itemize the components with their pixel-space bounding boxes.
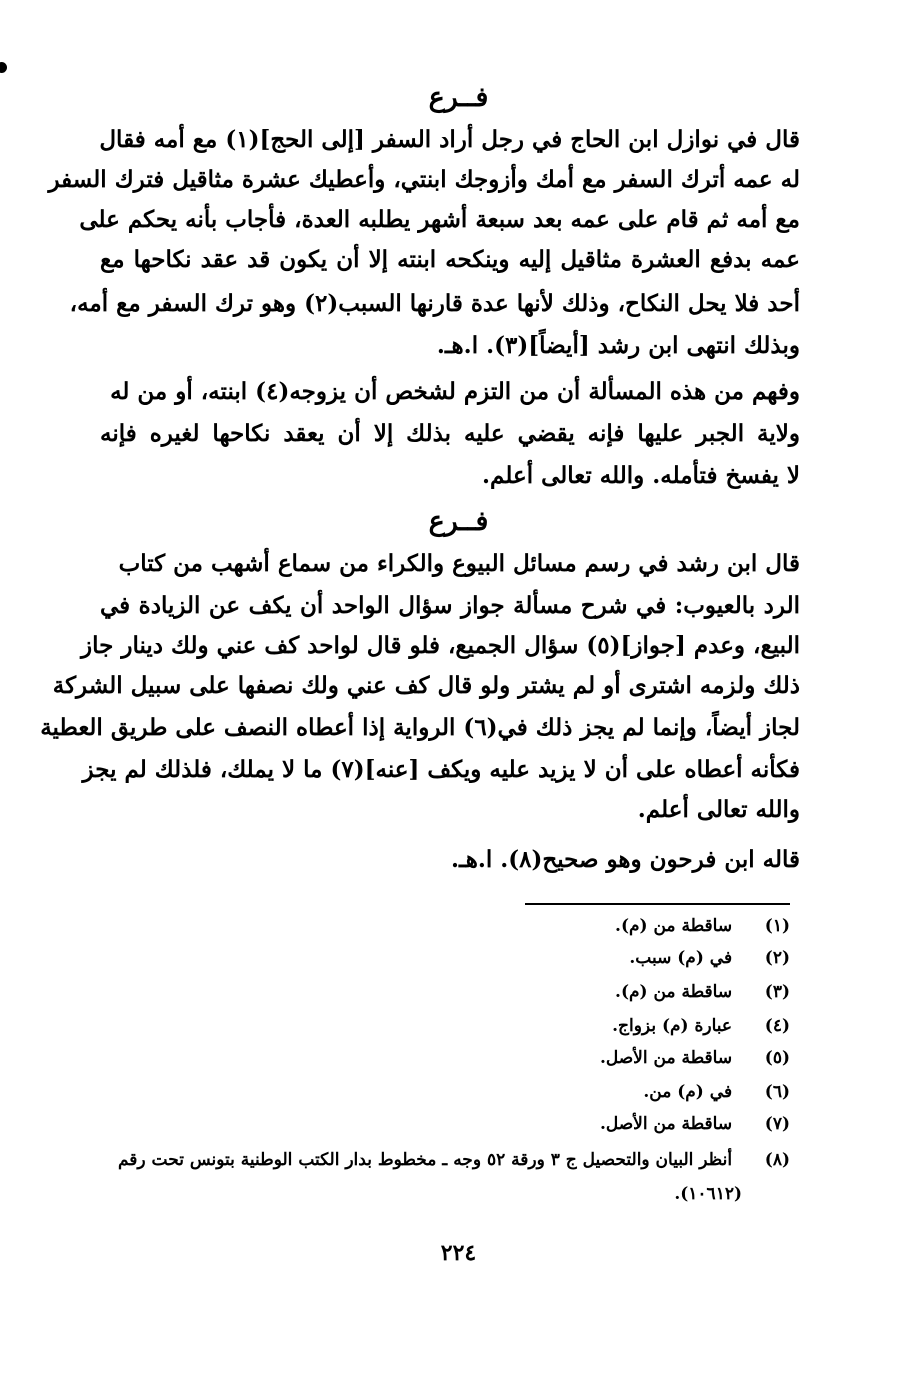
footnote-text: عبارة (م) بزواج. bbox=[612, 1016, 733, 1036]
footnote bbox=[90, 944, 790, 972]
footnote-text: في (م) من. bbox=[643, 1082, 733, 1102]
footnote-text: ساقطة من الأصل. bbox=[599, 1048, 733, 1068]
text-line: وبذلك انتهى ابن رشد [أيضاً](٣). ا.هـ. bbox=[436, 332, 800, 359]
text-line: له عمه أترك السفر مع أمك وأزوجك ابنتي، وأعطيك عشرة مثاقيل فترك السفر bbox=[48, 166, 800, 193]
text-line: مع أمه ثم قام على عمه بعد سبعة أشهر يطلبه العدة، فأجاب بأنه يحكم على bbox=[79, 206, 800, 233]
footnote-number: (١) bbox=[764, 916, 790, 936]
text-line: أحد فلا يحل النكاح، وذلك لأنها عدة قارنها السبب(٢) وهو ترك السفر مع أمه، bbox=[69, 290, 800, 317]
text-line: لا يفسخ فتأمله. والله تعالى أعلم. bbox=[482, 462, 800, 489]
footnote bbox=[90, 978, 790, 1006]
text-line: ولاية الجبر عليها فإنه يقضي عليه بذلك إلا أن يعقد نكاحها لغيره فإنه bbox=[100, 420, 800, 447]
footnote-number: (٥) bbox=[764, 1048, 790, 1068]
text-line: والله تعالى أعلم. bbox=[637, 796, 800, 823]
footnote-text: في (م) سبب. bbox=[629, 948, 733, 968]
footnote bbox=[90, 1012, 790, 1040]
scan-dot bbox=[0, 62, 7, 73]
footnote-number: (٦) bbox=[764, 1082, 790, 1102]
footnote bbox=[90, 1078, 790, 1106]
text-line: الرد بالعيوب: في شرح مسألة جواز سؤال الواحد أن يكف عن الزيادة في bbox=[100, 592, 800, 619]
footnote-number: (٨) bbox=[764, 1150, 790, 1170]
text-line: عمه بدفع العشرة مثاقيل إليه وينكحه ابنته إلا أن يكون قد عقد نكاحها مع bbox=[100, 246, 800, 273]
text-line: البيع، وعدم [جواز](٥) سؤال الجميع، فلو قال لواحد كف عني ولك دينار جاز bbox=[81, 632, 800, 659]
footnote-text: ساقطة من (م). bbox=[615, 982, 733, 1002]
text-line: قال ابن رشد في رسم مسائل البيوع والكراء من سماع أشهب من كتاب bbox=[118, 550, 800, 577]
footnote-number: (٧) bbox=[764, 1114, 790, 1134]
page-number: ٢٢٤ bbox=[440, 1240, 477, 1266]
text-line: ذلك ولزمه اشترى أو لم يشتر ولو قال كف عني ولك نصفها على سبيل الشركة bbox=[52, 672, 800, 699]
footnote-number: (٣) bbox=[764, 982, 790, 1002]
footnote-separator bbox=[525, 903, 790, 905]
footnote-number: (٤) bbox=[764, 1016, 790, 1036]
footnote bbox=[90, 1110, 790, 1138]
footnote bbox=[90, 1044, 790, 1072]
text-line: قال في نوازل ابن الحاج في رجل أراد السفر [إلى الحج](١) مع أمه فقال bbox=[99, 126, 800, 153]
text-line: فكأنه أعطاه على أن لا يزيد عليه ويكف [عنه](٧) ما لا يملك، فلذلك لم يجز bbox=[82, 756, 800, 783]
section-heading-2: فــرع bbox=[428, 506, 489, 537]
footnote-text: ساقطة من (م). bbox=[615, 916, 733, 936]
footnote-continuation: (١٠٦١٢). bbox=[674, 1184, 742, 1204]
text-line: قاله ابن فرحون وهو صحيح(٨). ا.هـ. bbox=[450, 846, 800, 873]
text-line: وفهم من هذه المسألة أن من التزم لشخص أن يزوجه(٤) ابنته، أو من له bbox=[110, 378, 800, 405]
section-heading-1: فــرع bbox=[428, 82, 489, 113]
text-line: لجاز أيضاً، وإنما لم يجز ذلك في(٦) الرواية إذا أعطاه النصف على طريق العطية bbox=[40, 714, 800, 741]
footnote bbox=[90, 912, 790, 940]
footnote-text: ساقطة من الأصل. bbox=[599, 1114, 733, 1134]
footnote-text: أنظر البيان والتحصيل ج ٣ ورقة ٥٢ وجه ـ مخطوط بدار الكتب الوطنية بتونس تحت رقم bbox=[117, 1150, 733, 1170]
footnote-number: (٢) bbox=[764, 948, 790, 968]
footnote bbox=[90, 1146, 790, 1174]
